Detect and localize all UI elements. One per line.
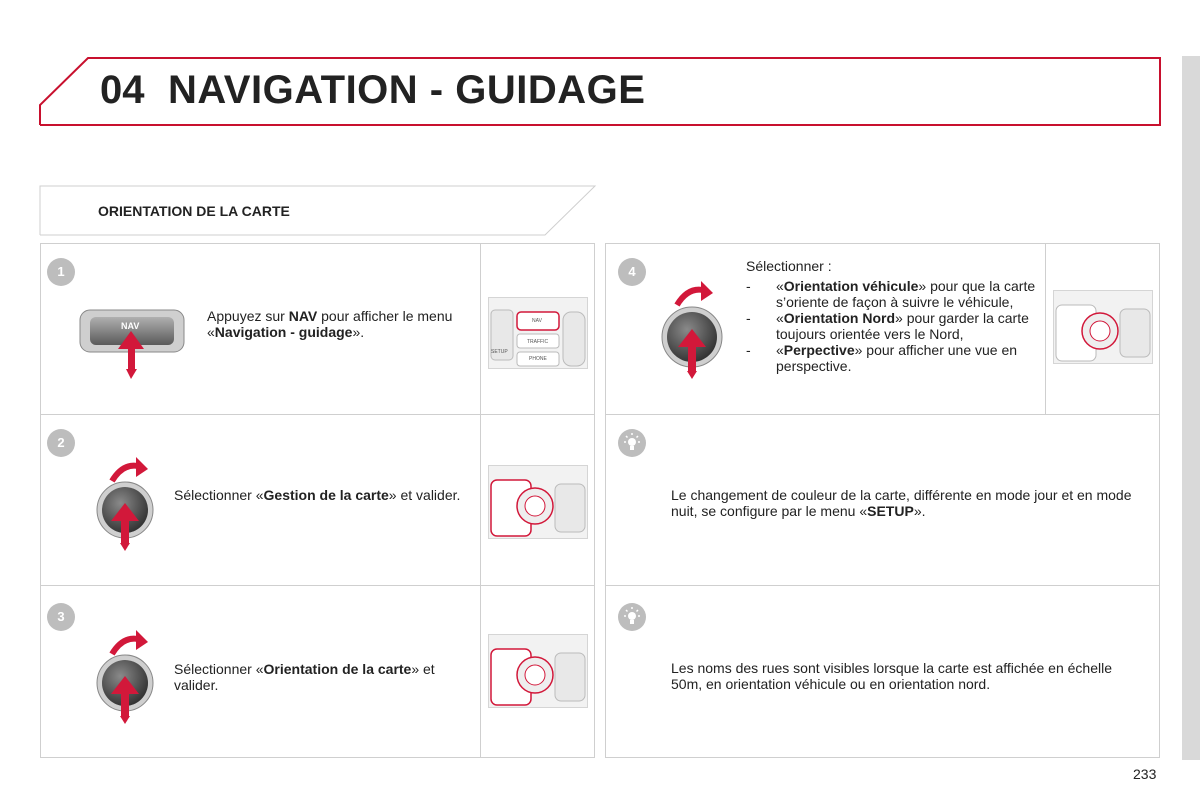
step-4-intro: Sélectionner : (746, 258, 832, 274)
step-2-thumbnail (488, 465, 588, 539)
page-number: 233 (1133, 766, 1157, 782)
section-title: ORIENTATION DE LA CARTE (98, 203, 290, 219)
thumb-label-setup: SETUP (491, 349, 508, 355)
knob-press-illustration (90, 455, 165, 555)
option-perspective: - «Perpective» pour afficher une vue en perspective. (746, 342, 1041, 374)
step-badge-4: 4 (618, 258, 646, 286)
row-divider (605, 585, 1160, 586)
knob-rotate-illustration (655, 277, 730, 381)
step-4-text (746, 258, 1041, 374)
step-badge-2: 2 (47, 429, 75, 457)
nav-button-illustration (78, 305, 188, 385)
row-divider (605, 414, 1160, 415)
page-edge-strip (1182, 56, 1200, 760)
thumb-label-traffic: TRAFFIC (527, 339, 549, 345)
step-badge-1: 1 (47, 258, 75, 286)
lightbulb-icon (618, 603, 646, 631)
tip-badge (618, 429, 646, 457)
tip-badge (618, 603, 646, 631)
knob-press-illustration (90, 628, 165, 728)
step-4-thumbnail (1053, 290, 1153, 364)
row-divider (40, 414, 595, 415)
step-3-thumbnail (488, 634, 588, 708)
section-title-tab (0, 180, 620, 242)
step-1-text: Appuyez sur NAV pour afficher le menu «Navigation - guidage». (207, 308, 453, 340)
thumb-label-phone: PHONE (529, 356, 547, 362)
chapter-number: 04 (100, 68, 145, 112)
chapter-title: NAVIGATION - GUIDAGE (168, 68, 646, 112)
row-divider (40, 585, 595, 586)
thumb-divider (480, 243, 481, 758)
step-badge-3: 3 (47, 603, 75, 631)
tip-1-text: Le changement de couleur de la carte, différente en mode jour et en mode nuit, se configure par le menu «SETUP». (671, 487, 1132, 519)
thumb-label-nav: NAV (532, 318, 542, 324)
step-2-text: Sélectionner «Gestion de la carte» et valider. (174, 487, 461, 503)
lightbulb-icon (618, 429, 646, 457)
option-orientation-nord: - «Orientation Nord» pour garder la carte toujours orientée vers le Nord, (746, 310, 1041, 342)
option-orientation-vehicule: - «Orientation véhicule» pour que la carte s’oriente de façon à suivre le véhicule, (746, 278, 1041, 310)
orientation-options (746, 278, 1041, 374)
step-3-text: Sélectionner «Orientation de la carte» et valider. (174, 661, 435, 693)
thumb-divider (1045, 243, 1046, 414)
nav-button-label: NAV (121, 321, 140, 331)
tip-2-text: Les noms des rues sont visibles lorsque la carte est affichée en échelle 50m, en orientation véhicule ou en orientation nord. (671, 660, 1112, 692)
